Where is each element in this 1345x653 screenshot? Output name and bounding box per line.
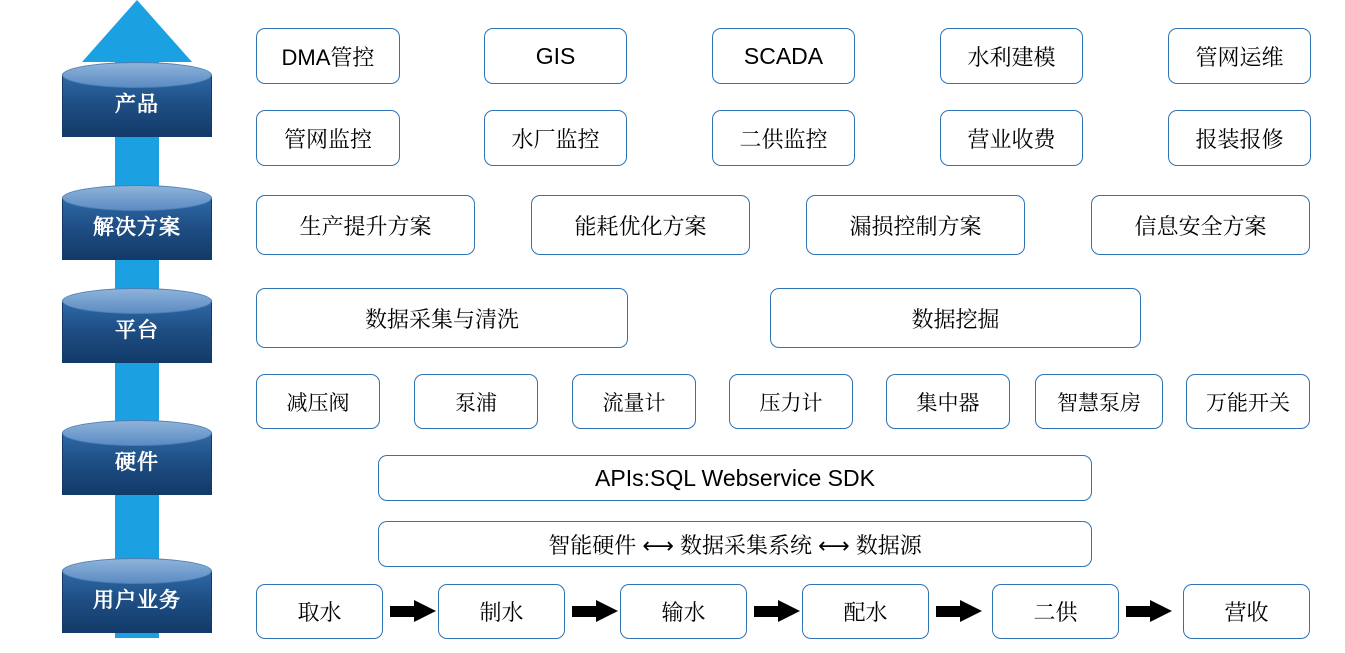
product-box-secondary-supply-monitoring[interactable]: 二供监控	[712, 110, 855, 166]
solution-box-leakage-control[interactable]: 漏损控制方案	[806, 195, 1025, 255]
up-arrow-head-icon	[82, 0, 192, 62]
layer-label-hardware: 硬件	[115, 451, 159, 474]
product-box-installation-repair[interactable]: 报装报修	[1168, 110, 1311, 166]
data-collection-bar[interactable]: 智能硬件 ⟷ 数据采集系统 ⟷ 数据源	[378, 521, 1092, 567]
hardware-box-pressure-gauge[interactable]: 压力计	[729, 374, 853, 429]
layer-cylinder-platform[interactable]	[62, 288, 212, 376]
product-box-scada[interactable]: SCADA	[712, 28, 855, 84]
business-box-water-intake[interactable]: 取水	[256, 584, 383, 639]
solution-box-information-security[interactable]: 信息安全方案	[1091, 195, 1310, 255]
api-bar[interactable]: APIs:SQL Webservice SDK	[378, 455, 1092, 501]
layer-cylinder-business[interactable]	[62, 558, 212, 646]
product-box-gis[interactable]: GIS	[484, 28, 627, 84]
solution-box-energy-optimization[interactable]: 能耗优化方案	[531, 195, 750, 255]
business-box-water-treatment[interactable]: 制水	[438, 584, 565, 639]
flow-arrow-icon-1	[390, 600, 436, 622]
business-box-water-distribution[interactable]: 配水	[802, 584, 929, 639]
cylinder-top	[62, 62, 212, 88]
layer-cylinder-hardware[interactable]	[62, 420, 212, 508]
layer-arrow-column	[62, 0, 212, 653]
hardware-box-pressure-reducing-valve[interactable]: 减压阀	[256, 374, 380, 429]
hardware-box-pump[interactable]: 泵浦	[414, 374, 538, 429]
flow-arrow-icon-4	[936, 600, 982, 622]
layer-label-product: 产品	[115, 93, 159, 116]
product-box-dma[interactable]: DMA管控	[256, 28, 400, 84]
cylinder-top	[62, 185, 212, 211]
cylinder-top	[62, 558, 212, 584]
platform-box-data-mining[interactable]: 数据挖掘	[770, 288, 1141, 348]
layer-cylinder-product[interactable]	[62, 62, 212, 150]
business-box-water-transport[interactable]: 输水	[620, 584, 747, 639]
solution-box-production-improvement[interactable]: 生产提升方案	[256, 195, 475, 255]
product-box-billing[interactable]: 营业收费	[940, 110, 1083, 166]
business-box-secondary-supply[interactable]: 二供	[992, 584, 1119, 639]
flow-arrow-icon-5	[1126, 600, 1172, 622]
cylinder-top	[62, 420, 212, 446]
layer-cylinder-solution[interactable]	[62, 185, 212, 273]
hardware-box-concentrator[interactable]: 集中器	[886, 374, 1010, 429]
product-box-hydraulic-modeling[interactable]: 水利建模	[940, 28, 1083, 84]
cylinder-top	[62, 288, 212, 314]
product-box-plant-monitoring[interactable]: 水厂监控	[484, 110, 627, 166]
flow-arrow-icon-3	[754, 600, 800, 622]
hardware-box-smart-pump-house[interactable]: 智慧泵房	[1035, 374, 1163, 429]
business-box-revenue[interactable]: 营收	[1183, 584, 1310, 639]
layer-label-platform: 平台	[115, 319, 159, 342]
layer-label-business: 用户业务	[93, 589, 181, 612]
layer-label-solution: 解决方案	[93, 216, 181, 239]
hardware-box-universal-switch[interactable]: 万能开关	[1186, 374, 1310, 429]
product-box-pipe-network-om[interactable]: 管网运维	[1168, 28, 1311, 84]
product-box-pipe-monitoring[interactable]: 管网监控	[256, 110, 400, 166]
hardware-box-flow-meter[interactable]: 流量计	[572, 374, 696, 429]
platform-box-data-collection-cleaning[interactable]: 数据采集与清洗	[256, 288, 628, 348]
flow-arrow-icon-2	[572, 600, 618, 622]
